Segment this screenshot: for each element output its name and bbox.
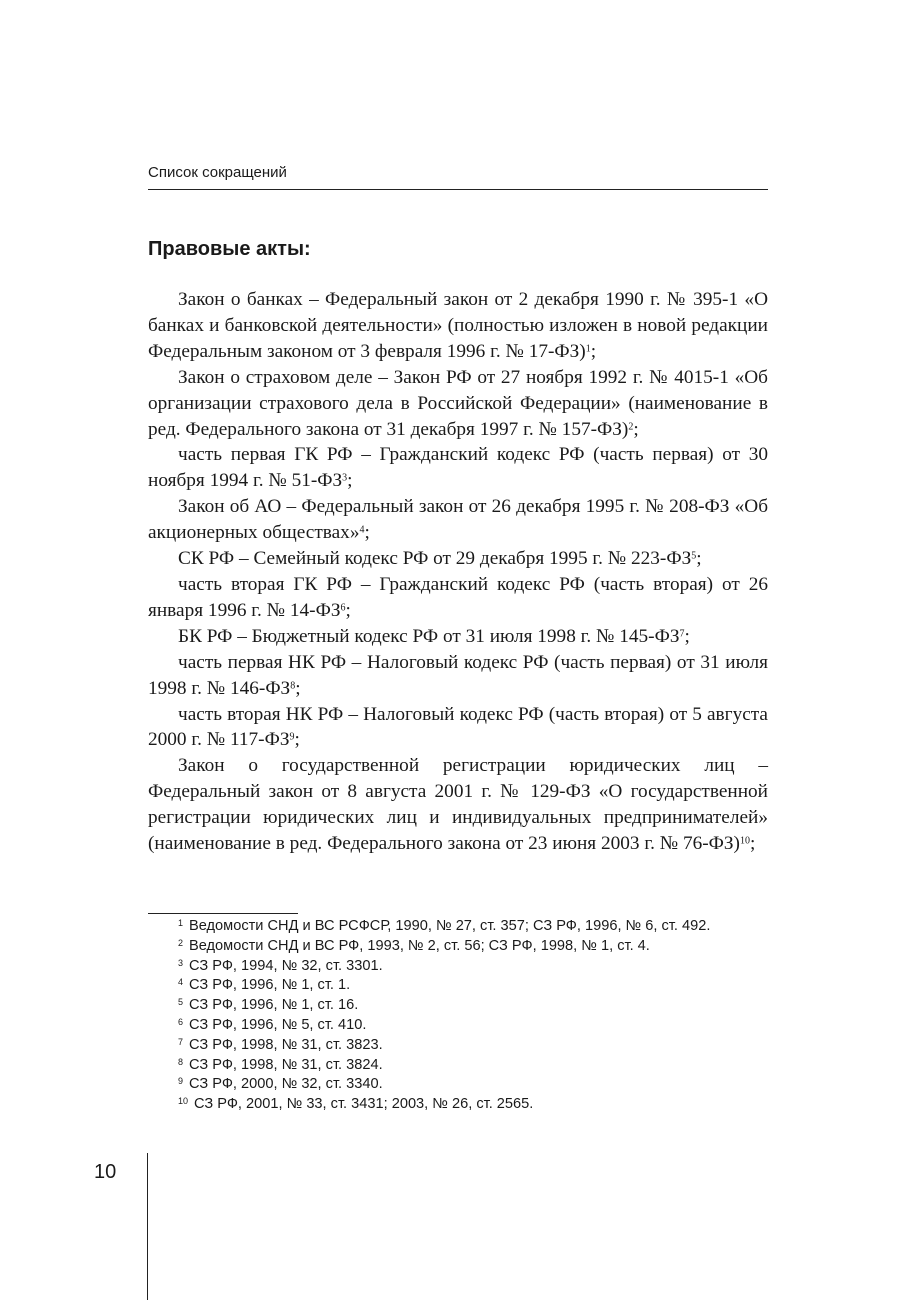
footnote-ref[interactable]: 10 [739, 835, 750, 847]
footnote [148, 937, 768, 957]
entry-text: Закон о страховом деле – Закон РФ от 27 ноября 1992 г. № 4015-1 «Об организации страхового дела в Российской Федерации» (наименование в ред. Федерального закона от 31 декабря 1997 г. № 157-ФЗ) [148, 366, 768, 440]
footnote-separator [148, 913, 298, 914]
footnote-ref[interactable]: 4 [359, 524, 365, 536]
footnote-number: 9 [178, 1076, 184, 1087]
entry [148, 624, 768, 650]
entry [148, 287, 768, 365]
entry [148, 442, 768, 494]
footnote-text: СЗ РФ, 1996, № 5, ст. 410. [189, 1016, 367, 1033]
footnote-ref[interactable]: 9 [289, 731, 295, 743]
entry-text: часть вторая НК РФ – Налоговый кодекс РФ (часть вторая) от 5 августа 2000 г. № 117-ФЗ [148, 703, 768, 751]
entry-text: СК РФ – Семейный кодекс РФ от 29 декабря 1995 г. № 223-ФЗ [178, 548, 692, 570]
entry-text: часть первая ГК РФ – Гражданский кодекс РФ (часть первая) от 30 ноября 1994 г. № 51-ФЗ [148, 444, 768, 492]
footnote-text: Ведомости СНД и ВС РСФСР, 1990, № 27, ст. 357; СЗ РФ, 1996, № 6, ст. 492. [189, 918, 711, 934]
footnote-ref[interactable]: 2 [628, 421, 634, 433]
footnote [148, 957, 768, 977]
footnote-text: СЗ РФ, 2000, № 32, ст. 3340. [189, 1076, 383, 1093]
entry [148, 546, 768, 572]
footnotes [148, 917, 768, 1115]
footnote [148, 976, 768, 996]
header-rule [148, 189, 768, 190]
footnote-text: СЗ РФ, 1996, № 1, ст. 1. [189, 977, 351, 994]
abbreviations-list [148, 287, 768, 857]
page-margin-line [147, 1153, 148, 1300]
footnote [148, 1075, 768, 1095]
footnote-number: 3 [178, 957, 184, 968]
entry [148, 494, 768, 546]
footnote-text: СЗ РФ, 2001, № 33, ст. 3431; 2003, № 26, ст. 2565. [194, 1096, 534, 1113]
entry-text: часть первая НК РФ – Налоговый кодекс РФ (часть первая) от 31 июля 1998 г. № 146-ФЗ [148, 651, 768, 699]
footnote [148, 917, 768, 937]
section-title: Правовые акты: [148, 238, 311, 260]
footnote [148, 996, 768, 1016]
footnote-number: 4 [178, 977, 184, 988]
entry [148, 365, 768, 443]
footnote-number: 6 [178, 1016, 184, 1027]
footnote-ref[interactable]: 3 [342, 472, 348, 484]
footnote-number: 2 [178, 937, 184, 948]
entry [148, 753, 768, 857]
footnote-ref[interactable]: 5 [691, 550, 697, 562]
footnote-ref[interactable]: 6 [340, 602, 346, 614]
footnote-number: 8 [178, 1056, 184, 1067]
footnote [148, 1036, 768, 1056]
page-number: 10 [94, 1161, 117, 1183]
entry-tail: ; [590, 340, 597, 362]
entry-tail: ; [347, 470, 353, 492]
entry-tail: ; [364, 522, 370, 544]
footnote [148, 1016, 768, 1036]
footnote-ref[interactable]: 7 [679, 628, 685, 640]
entry [148, 572, 768, 624]
entry-text: Закон о банках – Федеральный закон от 2 декабря 1990 г. № 395-1 «О банках и банковской деятельности» (полностью изложен в новой редакции Федеральным законом от 3 февраля 1996 г. № 17-ФЗ) [148, 289, 768, 362]
footnote-ref[interactable]: 1 [585, 343, 591, 355]
running-head: Список сокращений [148, 164, 287, 181]
entry-tail: ; [684, 625, 690, 647]
footnote-text: СЗ РФ, 1996, № 1, ст. 16. [189, 997, 359, 1014]
footnote-text: СЗ РФ, 1994, № 32, ст. 3301. [189, 957, 383, 974]
entry-tail: ; [633, 418, 639, 440]
entry-text: Закон об АО – Федеральный закон от 26 декабря 1995 г. № 208-ФЗ «Об акционерных обществах» [148, 496, 768, 544]
footnote-number: 7 [178, 1036, 184, 1047]
entry-tail: ; [696, 548, 702, 570]
entry-text: Закон о государственной регистрации юридических лиц – Федеральный закон от 8 августа 2001 г. № 129-ФЗ «О государственной регистрации юридических лиц и индивидуальных предпринимателей» (наименование в ред. Федерального закона от 23 июня 2003 г. № 76-ФЗ) [148, 755, 768, 855]
entry [148, 650, 768, 702]
footnote-number: 10 [178, 1096, 189, 1107]
footnote-text: СЗ РФ, 1998, № 31, ст. 3823. [189, 1036, 383, 1053]
entry-tail: ; [345, 599, 351, 621]
entry-tail: ; [294, 729, 300, 751]
footnote-ref[interactable]: 8 [290, 680, 296, 692]
footnote [148, 1095, 768, 1115]
entry-text: БК РФ – Бюджетный кодекс РФ от 31 июля 1998 г. № 145-ФЗ [178, 625, 680, 647]
footnote-number: 1 [178, 917, 184, 928]
footnote [148, 1056, 768, 1076]
entry-tail: ; [749, 833, 756, 855]
footnote-number: 5 [178, 997, 184, 1008]
entry-tail: ; [295, 677, 301, 699]
footnote-text: Ведомости СНД и ВС РФ, 1993, № 2, ст. 56; СЗ РФ, 1998, № 1, ст. 4. [189, 937, 650, 954]
entry [148, 702, 768, 754]
entry-text: часть вторая ГК РФ – Гражданский кодекс РФ (часть вторая) от 26 января 1996 г. № 14-ФЗ [148, 573, 768, 621]
footnote-text: СЗ РФ, 1998, № 31, ст. 3824. [189, 1056, 383, 1073]
